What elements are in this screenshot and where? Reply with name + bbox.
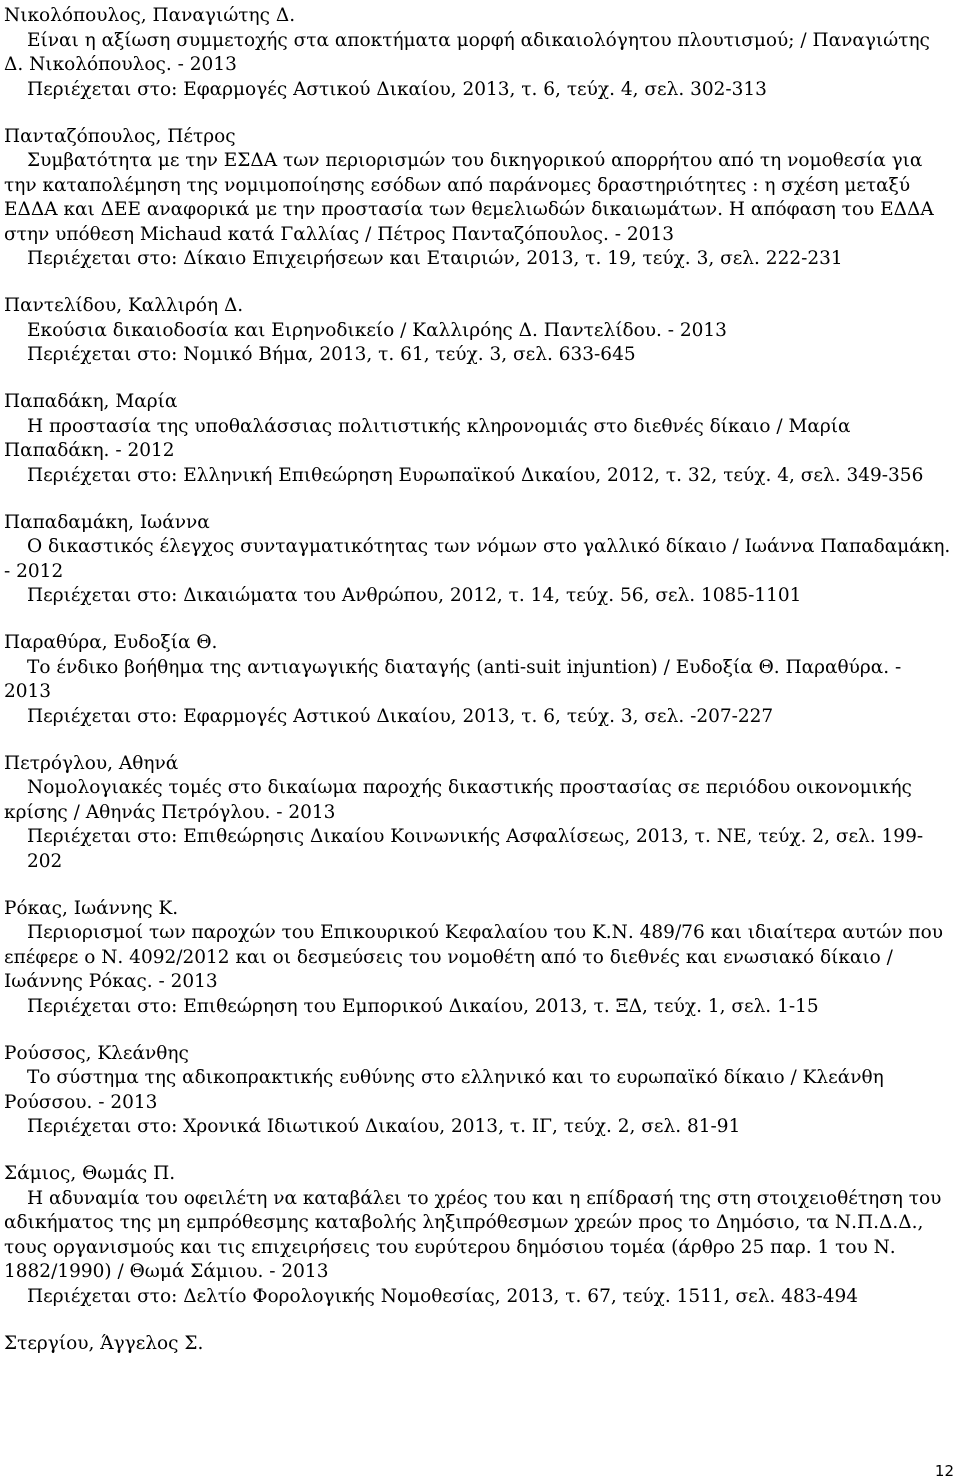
bibliography-entry xyxy=(4,1042,954,1140)
entry-author: Παπαδαμάκη, Ιωάννα xyxy=(4,511,210,533)
entry-author: Πετρόγλου, Αθηνά xyxy=(4,752,179,774)
entry-title: Ο δικαστικός έλεγχος συνταγματικότητας των νόμων στο γαλλικό δίκαιο / Ιωάννα Παπαδαμάκη. - 2012 xyxy=(4,536,951,582)
entry-author: Ρούσσος, Κλεάνθης xyxy=(4,1042,189,1064)
entry-title: Η αδυναμία του οφειλέτη να καταβάλει το χρέος του και η επίδρασή της στη στοιχειοθέτηση του αδικήματος της μη εμπρόθεσμης καταβολής ληξιπρόθεσμων χρεών προς το Δημόσιο, τα Ν.Π.Δ.Δ., τους οργανισμούς και τις επιχειρήσεις του ευρύτερου δημόσιου τομέα (άρθρο 25 παρ. 1 του Ν. 1882/1990) / Θωμά Σάμιου. - 2013 xyxy=(4,1187,942,1282)
entry-source: Περιέχεται στο: Δελτίο Φορολογικής Νομοθεσίας, 2013, τ. 67, τεύχ. 1511, σελ. 483-494 xyxy=(27,1285,859,1307)
bibliography-entry xyxy=(4,294,954,368)
bibliography-entry xyxy=(4,1332,954,1357)
entry-author: Παπαδάκη, Μαρία xyxy=(4,391,178,412)
bibliography-entry xyxy=(4,125,954,272)
entry-source: Περιέχεται στο: Δίκαιο Επιχειρήσεων και Εταιριών, 2013, τ. 19, τεύχ. 3, σελ. 222-231 xyxy=(27,248,843,269)
entry-source: Περιέχεται στο: Εφαρμογές Αστικού Δικαίου, 2013, τ. 6, τεύχ. 4, σελ. 302-313 xyxy=(27,78,767,100)
page-number: 12 xyxy=(934,1462,954,1480)
entry-source: Περιέχεται στο: Νομικό Βήμα, 2013, τ. 61, τεύχ. 3, σελ. 633-645 xyxy=(27,344,636,365)
entry-author: Νικολόπουλος, Παναγιώτης Δ. xyxy=(4,5,296,26)
entry-title: Συμβατότητα με την ΕΣΔΑ των περιορισμών του δικηγορικού απορρήτου από τη νομοθεσία για την καταπολέμηση της νομιμοποίησης εσόδων από παράνομες δραστηριότητες : η σχέση μεταξύ ΕΔΔΑ και ΔΕΕ αναφορικά με την προστασία των θεμελιωδών δικαιωμάτων. Η απόφαση του ΕΔΔΑ στην υπόθεση Michaud κατά Γαλλίας / Πέτρος Πανταζόπουλος. - 2013 xyxy=(4,150,934,245)
entry-title: Περιορισμοί των παροχών του Επικουρικού Κεφαλαίου του Κ.Ν. 489/76 και ιδιαίτερα αυτών που επέφερε ο Ν. 4092/2012 και οι δεσμεύσεις του νομοθέτη από το διεθνές και ενωσιακό δίκαιο / Ιωάννης Ρόκας. - 2013 xyxy=(4,922,943,992)
entry-author: Παντελίδου, Καλλιρόη Δ. xyxy=(4,295,244,316)
entry-source: Περιέχεται στο: Εφαρμογές Αστικού Δικαίου, 2013, τ. 6, τεύχ. 3, σελ. -207-227 xyxy=(27,705,774,727)
entry-source: Περιέχεται στο: Ελληνική Επιθεώρηση Ευρωπαϊκού Δικαίου, 2012, τ. 32, τεύχ. 4, σελ. 349-356 xyxy=(27,464,924,486)
bibliography-page xyxy=(4,4,954,1379)
entry-author: Παραθύρα, Ευδοξία Θ. xyxy=(4,632,218,653)
entry-source: Περιέχεται στο: Δικαιώματα του Ανθρώπου, 2012, τ. 14, τεύχ. 56, σελ. 1085-1101 xyxy=(27,585,802,606)
entry-author: Πανταζόπουλος, Πέτρος xyxy=(4,125,236,147)
bibliography-entry xyxy=(4,4,954,102)
entry-author: Στεργίου, Άγγελος Σ. xyxy=(4,1332,204,1354)
entry-title: Είναι η αξίωση συμμετοχής στα αποκτήματα μορφή αδικαιολόγητου πλουτισμού; / Παναγιώτης Δ. Νικολόπουλος. - 2013 xyxy=(4,29,930,75)
entry-author: Ρόκας, Ιωάννης Κ. xyxy=(4,897,179,919)
bibliography-entry xyxy=(4,511,954,609)
entry-title: Εκούσια δικαιοδοσία και Ειρηνοδικείο / Καλλιρόης Δ. Παντελίδου. - 2013 xyxy=(27,319,727,341)
entry-source: Περιέχεται στο: Επιθεώρησις Δικαίου Κοινωνικής Ασφαλίσεως, 2013, τ. ΝΕ, τεύχ. 2, σελ. 199-202 xyxy=(27,826,924,872)
bibliography-entry xyxy=(4,752,954,875)
entry-author: Σάμιος, Θωμάς Π. xyxy=(4,1163,176,1184)
bibliography-entry xyxy=(4,390,954,488)
entry-title: Το ένδικο βοήθημα της αντιαγωγικής διαταγής (anti-suit injuntion) / Ευδοξία Θ. Παραθύρα. - 2013 xyxy=(4,656,902,702)
bibliography-entry xyxy=(4,897,954,1020)
entry-source: Περιέχεται στο: Επιθεώρηση του Εμπορικού Δικαίου, 2013, τ. ΞΔ, τεύχ. 1, σελ. 1-15 xyxy=(27,995,819,1017)
entry-source: Περιέχεται στο: Χρονικά Ιδιωτικού Δικαίου, 2013, τ. ΙΓ, τεύχ. 2, σελ. 81-91 xyxy=(27,1116,741,1137)
bibliography-entry xyxy=(4,631,954,729)
entry-title: Η προστασία της υποθαλάσσιας πολιτιστικής κληρονομιάς στο διεθνές δίκαιο / Μαρία Παπαδάκη. - 2012 xyxy=(4,415,851,461)
bibliography-entry xyxy=(4,1162,954,1309)
entry-title: Νομολογιακές τομές στο δικαίωμα παροχής δικαστικής προστασίας σε περιόδου οικονομικής κρίσης / Αθηνάς Πετρόγλου. - 2013 xyxy=(4,777,912,823)
entry-title: Το σύστημα της αδικοπρακτικής ευθύνης στο ελληνικό και το ευρωπαϊκό δίκαιο / Κλεάνθη Ρούσσου. - 2013 xyxy=(4,1067,884,1113)
